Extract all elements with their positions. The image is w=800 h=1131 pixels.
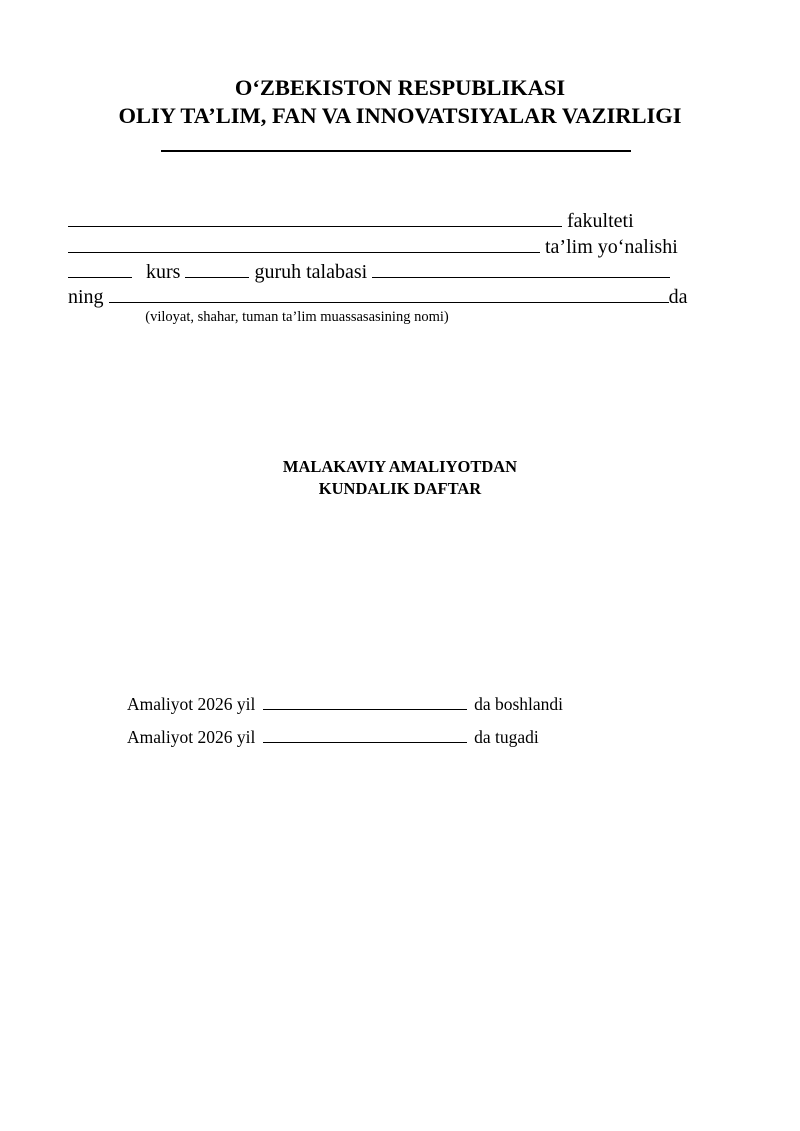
header-underline <box>161 150 631 152</box>
group-label: guruh talabasi <box>254 261 368 283</box>
title-line-2: KUNDALIK DAFTAR <box>318 479 482 498</box>
faculty-line <box>68 208 692 234</box>
institution-caption-wrap <box>0 308 800 326</box>
end-prefix: Amaliyot 2026 yil <box>127 727 256 747</box>
faculty-label: fakulteti <box>567 210 634 232</box>
institution-blank[interactable] <box>109 284 669 303</box>
header-line-ministry: OLIY TA’LIM, FAN VA INNOVATSIYALAR VAZIRLIGI <box>118 103 682 128</box>
end-date-blank[interactable] <box>263 727 467 743</box>
title-line-1: MALAKAVIY AMALIYOTDAN <box>282 457 518 476</box>
direction-label: ta’lim yo‘nalishi <box>545 236 678 258</box>
course-label: kurs <box>146 261 181 283</box>
student-name-blank[interactable] <box>372 259 670 278</box>
document-title <box>0 456 800 500</box>
institution-caption: (viloyat, shahar, tuman ta’lim muassasasining nomi) <box>145 309 449 325</box>
ning-label: ning <box>68 286 104 308</box>
end-suffix: da tugadi <box>474 727 539 747</box>
institution-line <box>68 284 692 310</box>
start-prefix: Amaliyot 2026 yil <box>127 694 256 714</box>
ministry-header <box>0 74 800 130</box>
group-blank[interactable] <box>185 259 249 278</box>
da-label: da <box>668 286 688 308</box>
faculty-blank[interactable] <box>68 208 562 227</box>
end-date-line <box>127 726 539 748</box>
start-date-line <box>127 693 563 715</box>
start-date-blank[interactable] <box>263 694 467 710</box>
course-blank[interactable] <box>68 259 132 278</box>
direction-blank[interactable] <box>68 234 540 253</box>
header-line-republic: O‘ZBEKISTON RESPUBLIKASI <box>234 75 566 100</box>
direction-line <box>68 234 692 260</box>
start-suffix: da boshlandi <box>474 694 564 714</box>
course-group-line <box>68 259 692 285</box>
